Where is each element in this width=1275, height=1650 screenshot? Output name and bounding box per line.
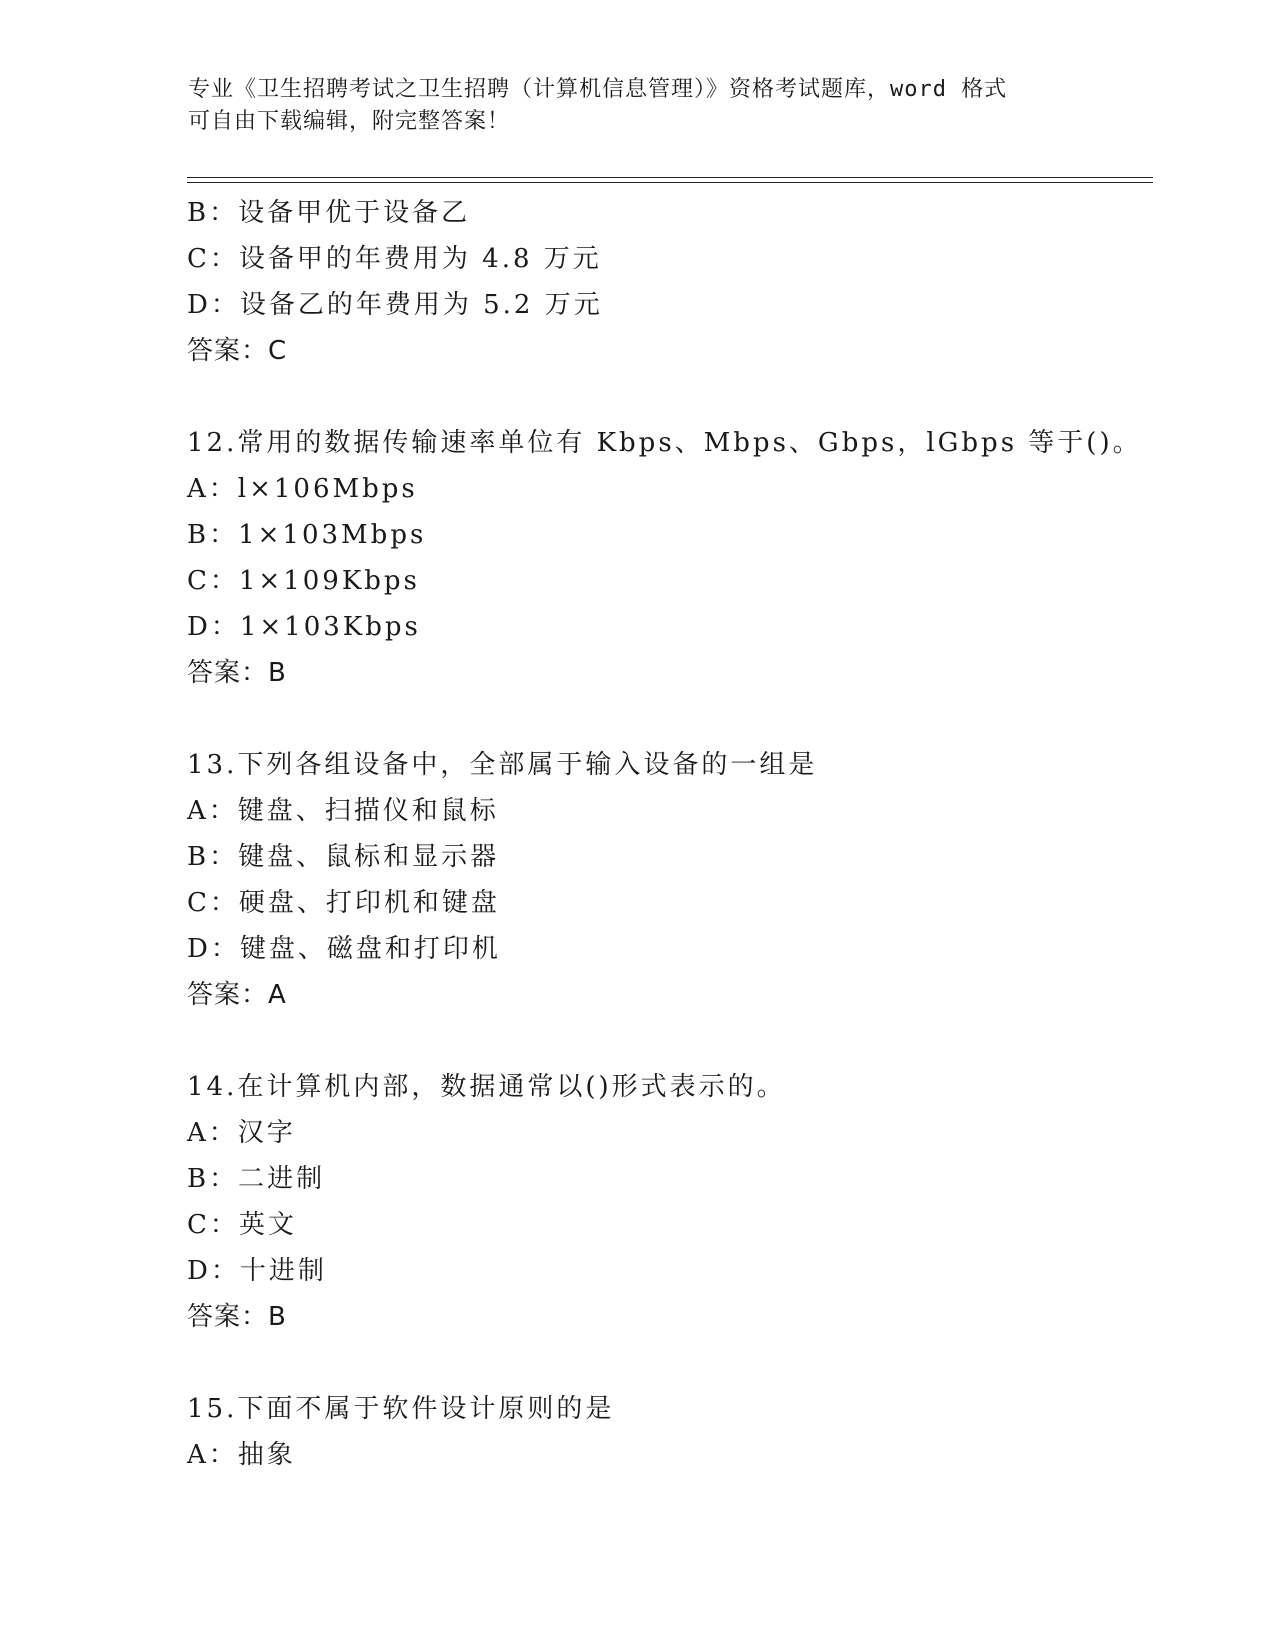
q13-option-b: B：键盘、鼠标和显示器: [187, 842, 500, 872]
question-15: [187, 1386, 1147, 1478]
q11-option-d: D：设备乙的年费用为 5.2 万元: [187, 290, 603, 320]
question-12: [187, 420, 1147, 696]
header-divider-bottom: [187, 182, 1153, 183]
question-list: [187, 190, 1147, 1478]
question-13: [187, 742, 1147, 1018]
header-divider-top: [187, 177, 1153, 178]
q12-option-b: B：1×103Mbps: [187, 520, 427, 550]
q14-option-b: B：二进制: [187, 1164, 326, 1194]
q14-question: 14.在计算机内部，数据通常以()形式表示的。: [187, 1072, 786, 1102]
q12-option-d: D：1×103Kbps: [187, 612, 421, 642]
spacer: [187, 374, 1147, 420]
q12-option-c: C：1×109Kbps: [187, 566, 420, 596]
q14-option-a: A：汉字: [187, 1118, 296, 1148]
q12-question: 12.常用的数据传输速率单位有 Kbps、Mbps、Gbps，lGbps 等于()。: [187, 428, 1142, 458]
q12-answer: 答案：B: [187, 658, 287, 688]
q14-answer: 答案：B: [187, 1302, 287, 1332]
spacer: [187, 696, 1147, 742]
question-11: [187, 190, 1147, 374]
q15-question: 15.下面不属于软件设计原则的是: [187, 1394, 615, 1424]
q15-option-a: A：抽象: [187, 1440, 296, 1470]
q13-option-a: A：键盘、扫描仪和鼠标: [187, 796, 499, 826]
q14-option-d: D：十进制: [187, 1256, 327, 1286]
spacer: [187, 1018, 1147, 1064]
q11-answer: 答案：C: [187, 336, 288, 366]
q12-option-a: A：l×106Mbps: [187, 474, 418, 504]
q13-answer: 答案：A: [187, 980, 287, 1010]
q13-question: 13.下列各组设备中，全部属于输入设备的一组是: [187, 750, 818, 780]
q11-option-c: C：设备甲的年费用为 4.8 万元: [187, 244, 602, 274]
question-14: [187, 1064, 1147, 1340]
document-header: [188, 74, 1088, 138]
spacer: [187, 1340, 1147, 1386]
q14-option-c: C：英文: [187, 1210, 297, 1240]
q11-option-b: B：设备甲优于设备乙: [187, 198, 471, 228]
q13-option-c: C：硬盘、打印机和键盘: [187, 888, 500, 918]
header-line-1: 专业《卫生招聘考试之卫生招聘（计算机信息管理）》资格考试题库，word 格式: [188, 77, 1008, 102]
q13-option-d: D：键盘、磁盘和打印机: [187, 934, 501, 964]
header-line-2: 可自由下载编辑，附完整答案！: [188, 109, 511, 134]
